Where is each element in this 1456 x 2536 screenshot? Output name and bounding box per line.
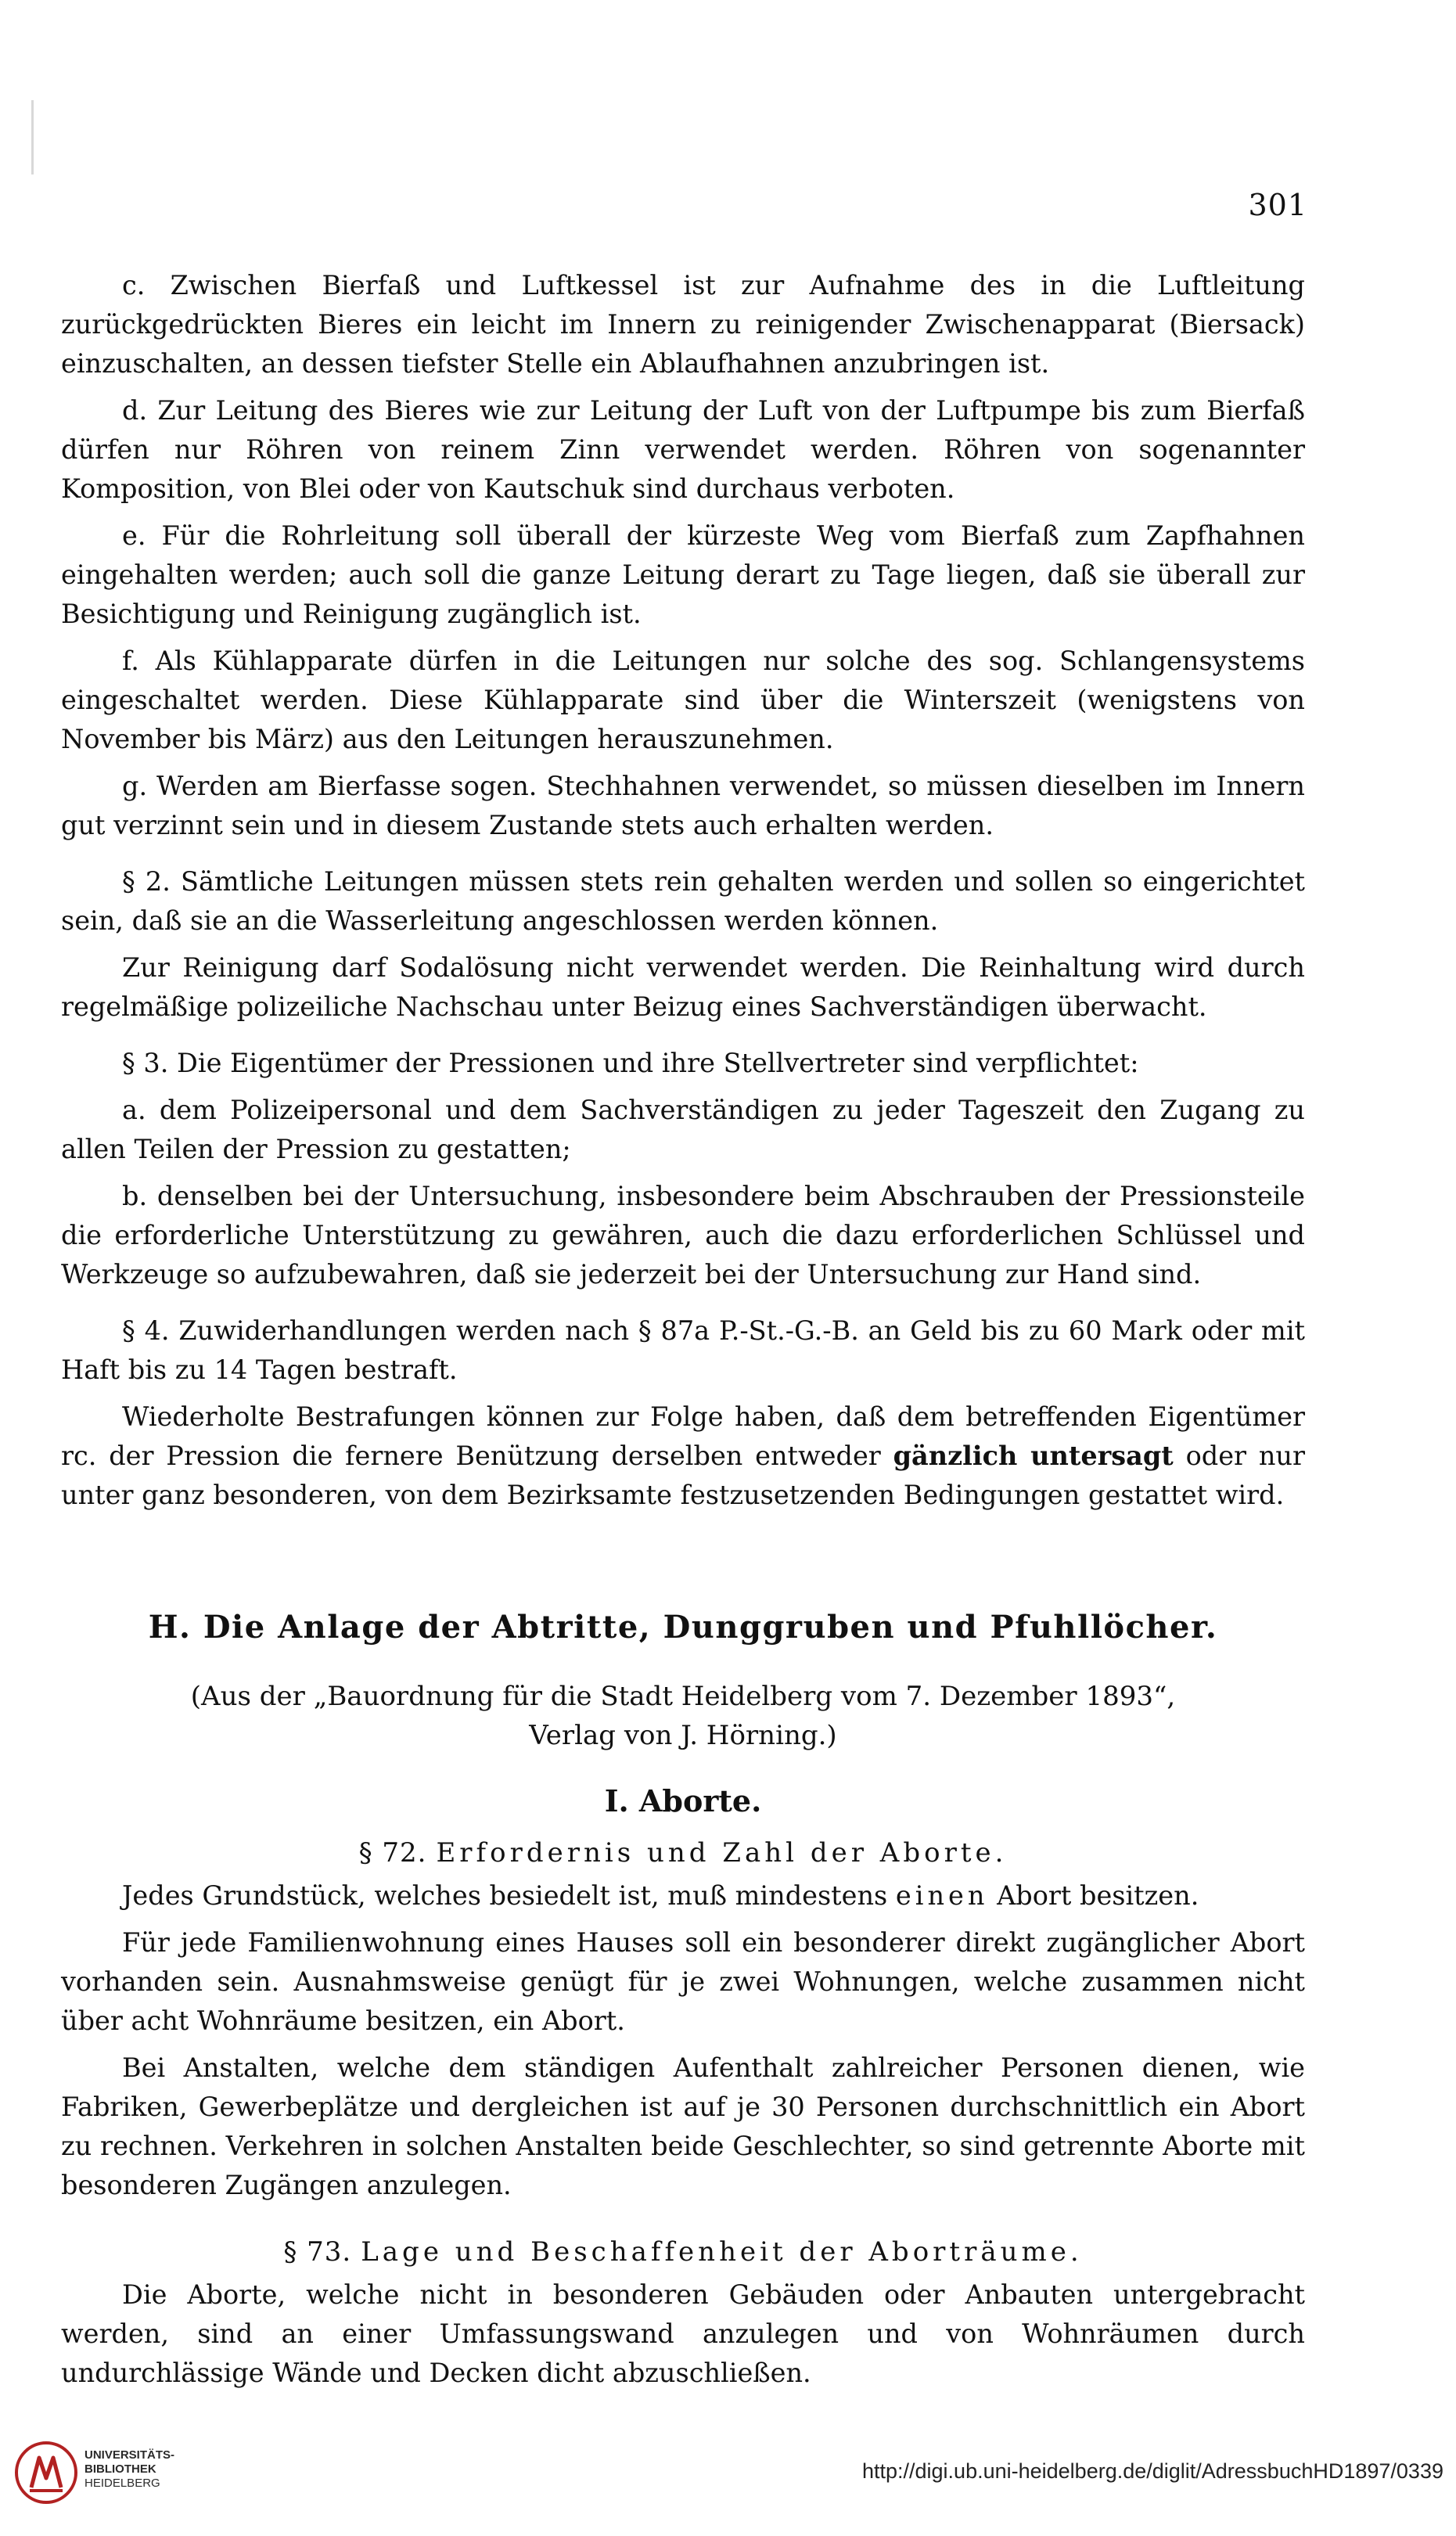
section-72-number: § 72. <box>358 1837 427 1869</box>
paragraph-72-3: Bei Anstalten, welche dem ständigen Aufenthalt zahlreicher Personen dienen, wie Fabriken, Gewerbeplätze und dergleichen ist auf je 30 Personen durchschnittlich ein Abort zu rechnen. Verkehren in solchen Anstalten beide Geschlechter, so sind getrennte Aborte mit besonderen Zugängen anzulegen. <box>61 2052 1305 2200</box>
emphasis-prohibited: gänzlich untersagt <box>893 1441 1174 1471</box>
page-number: 301 <box>1248 188 1307 222</box>
scan-edge-mark <box>31 100 34 174</box>
paragraph-section-3: § 3. Die Eigentümer der Pressionen und ihre Stellvertreter sind verpflichtet: <box>122 1048 1139 1078</box>
repeat-text-start: Wiederholte Bestrafungen können zur Folge haben, daß dem betreffenden Eigentümer rc. der Pression die fernere Benützung derselben entweder <box>61 1401 1305 1471</box>
paragraph-c: c. Zwischen Bierfaß und Luftkessel ist zur Aufnahme des in die Luftleitung zurückgedrückten Bieres ein leicht im Innern zu reinigender Zwischenapparat (Biersack) einzuschalten, an dessen tiefster Stelle ein Ablaufhahnen anzubringen ist. <box>61 270 1305 379</box>
footer <box>0 2430 1456 2536</box>
university-library-logo-icon <box>14 2441 78 2505</box>
paragraph-f: f. Als Kühlapparate dürfen in die Leitungen nur solche des sog. Schlangensystems eingeschaltet werden. Diese Kühlapparate sind über die Winterszeit (wenigstens von November bis März) aus den Leitungen herauszunehmen. <box>61 646 1305 754</box>
paragraph-section-2: § 2. Sämtliche Leitungen müssen stets rein gehalten werden und sollen so eingerichtet sein, daß sie an die Wasserleitung angeschlossen werden können. <box>61 866 1305 936</box>
library-name <box>84 2448 174 2491</box>
paragraph-72-1 <box>61 1876 1305 1915</box>
p72-1-end: Abort besitzen. <box>997 1880 1199 1911</box>
paragraph-section-4-repeat <box>61 1397 1305 1515</box>
heading-section-73 <box>61 2236 1305 2268</box>
source-line-1: (Aus der „Bauordnung für die Stadt Heidelberg vom 7. Dezember 1893“, <box>190 1681 1176 1712</box>
paragraph-e: e. Für die Rohrleitung soll überall der kürzeste Weg vom Bierfaß zum Zapfhahnen eingehalten werden; auch soll die ganze Leitung derart zu Tage liegen, daß sie überall zur Besichtigung und Reinigung zugänglich ist. <box>61 520 1305 629</box>
section-72-title: Erfordernis und Zahl der Aborte. <box>436 1837 1008 1869</box>
paragraph-73-1: Die Aborte, welche nicht in besonderen Gebäuden oder Anbauten untergebracht werden, sind an einer Umfassungswand anzulegen und von Wohnräumen durch undurchlässige Wände und Decken dicht abzuschließen. <box>61 2279 1305 2388</box>
source-citation <box>61 1677 1305 1755</box>
subsection-title: I. Aborte. <box>604 1783 762 1818</box>
library-name-line-2: BIBLIOTHEK <box>84 2462 156 2476</box>
heading-section-72 <box>61 1837 1305 1869</box>
paragraph-section-3-b: b. denselben bei der Untersuchung, insbesondere beim Abschrauben der Pressionsteile die erforderliche Unterstützung zu gewähren, auch die dazu erforderlichen Schlüssel und Werkzeuge so aufzubewahren, daß sie jederzeit bei der Untersuchung zur Hand sind. <box>61 1181 1305 1290</box>
source-line-2: Verlag von J. Hörning.) <box>529 1720 837 1751</box>
paragraph-d: d. Zur Leitung des Bieres wie zur Leitung der Luft von der Luftpumpe bis zum Bierfaß dürfen nur Röhren von reinem Zinn verwendet werden. Röhren von sogenannter Komposition, von Blei oder von Kautschuk sind durchaus verboten. <box>61 395 1305 504</box>
section-73-title: Lage und Beschaffenheit der Aborträume. <box>361 2236 1083 2268</box>
paragraph-72-2: Für jede Familienwohnung eines Hauses soll ein besonderer direkt zugänglicher Abort vorhanden sein. Ausnahmsweise genügt für je zwei Wohnungen, welche zusammen nicht über acht Wohnräume besitzen, ein Abort. <box>61 1927 1305 2036</box>
paragraph-section-2-cleaning: Zur Reinigung darf Sodalösung nicht verwendet werden. Die Reinhaltung wird durch regelmäßige polizeiliche Nachschau unter Beizug eines Sachverständigen überwacht. <box>61 952 1305 1022</box>
repeat-text-end: oder nur unter ganz besonderen, von dem Bezirksamte festzusetzenden Bedingungen gestattet wird. <box>61 1441 1305 1510</box>
paragraph-section-3-a: a. dem Polizeipersonal und dem Sachverständigen zu jeder Tageszeit den Zugang zu allen Teilen der Pression zu gestatten; <box>61 1095 1305 1164</box>
section-title: H. Die Anlage der Abtritte, Dunggruben und Pfuhllöcher. <box>148 1609 1218 1646</box>
paragraph-g: g. Werden am Bierfasse sogen. Stechhahnen verwendet, so müssen dieselben im Innern gut verzinnt sein und in diesem Zustande stets auch erhalten werden. <box>61 771 1305 840</box>
section-73-number: § 73. <box>283 2236 352 2268</box>
library-name-line-1: UNIVERSITÄTS- <box>84 2448 175 2462</box>
p72-1-start: Jedes Grundstück, welches besiedelt ist, muß mindestens <box>122 1880 888 1911</box>
p72-1-spaced: einen <box>895 1880 989 1911</box>
page-content <box>61 266 1305 2393</box>
digital-copy-url[interactable]: http://digi.ub.uni-heidelberg.de/diglit/AdressbuchHD1897/0339 <box>861 2459 1443 2483</box>
paragraph-section-4: § 4. Zuwiderhandlungen werden nach § 87a P.-St.-G.-B. an Geld bis zu 60 Mark oder mit Haft bis zu 14 Tagen bestraft. <box>61 1315 1305 1385</box>
library-name-line-3: HEIDELBERG <box>84 2477 160 2490</box>
